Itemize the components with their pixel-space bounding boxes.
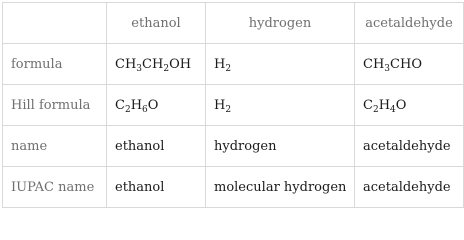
cell-text: CH xyxy=(142,56,164,72)
cell-text: C xyxy=(363,97,373,113)
formula-subscript: 6 xyxy=(142,104,148,115)
table-row xyxy=(3,85,464,126)
cell-text: hydrogen xyxy=(214,138,277,154)
corner-cell xyxy=(3,3,107,44)
table-cell xyxy=(206,126,355,167)
cell-text: O xyxy=(395,97,407,113)
cell-text: H xyxy=(130,97,143,113)
formula-subscript: 2 xyxy=(225,104,232,115)
formula-subscript: 2 xyxy=(225,63,232,74)
cell-text: CH xyxy=(115,56,137,72)
table-cell xyxy=(206,85,355,126)
column-header: hydrogen xyxy=(206,3,355,44)
row-label: Hill formula xyxy=(3,85,107,126)
table-cell xyxy=(355,44,464,85)
cell-text: CH xyxy=(363,56,385,72)
cell-text: H xyxy=(378,97,391,113)
column-header: ethanol xyxy=(107,3,206,44)
table-row xyxy=(3,44,464,85)
cell-text: OH xyxy=(169,56,192,72)
row-label: formula xyxy=(3,44,107,85)
table-cell xyxy=(355,126,464,167)
table-cell xyxy=(206,167,355,208)
formula-subscript: 2 xyxy=(372,104,379,115)
table-cell xyxy=(107,167,206,208)
table-row xyxy=(3,126,464,167)
cell-text: O xyxy=(147,97,159,113)
formula-subscript: 4 xyxy=(390,104,396,115)
cell-text: ethanol xyxy=(115,179,165,195)
formula-subscript: 2 xyxy=(163,63,170,74)
table-cell xyxy=(206,44,355,85)
formula-subscript: 3 xyxy=(136,63,143,74)
table-cell xyxy=(355,167,464,208)
cell-text: H xyxy=(214,97,226,113)
row-label: name xyxy=(3,126,107,167)
table-row xyxy=(3,167,464,208)
table-cell xyxy=(107,126,206,167)
compound-properties-table xyxy=(2,2,464,208)
cell-text: CHO xyxy=(390,56,422,72)
cell-text: C xyxy=(115,97,125,113)
cell-text: ethanol xyxy=(115,138,165,154)
table-cell xyxy=(107,85,206,126)
formula-subscript: 2 xyxy=(124,104,131,115)
table-cell xyxy=(355,85,464,126)
cell-text: molecular hydrogen xyxy=(214,179,347,195)
cell-text: acetaldehyde xyxy=(363,138,451,154)
formula-subscript: 3 xyxy=(384,63,391,74)
cell-text: H xyxy=(214,56,226,72)
column-header: acetaldehyde xyxy=(355,3,464,44)
table-cell xyxy=(107,44,206,85)
cell-text: acetaldehyde xyxy=(363,179,451,195)
header-row xyxy=(3,3,464,44)
row-label: IUPAC name xyxy=(3,167,107,208)
